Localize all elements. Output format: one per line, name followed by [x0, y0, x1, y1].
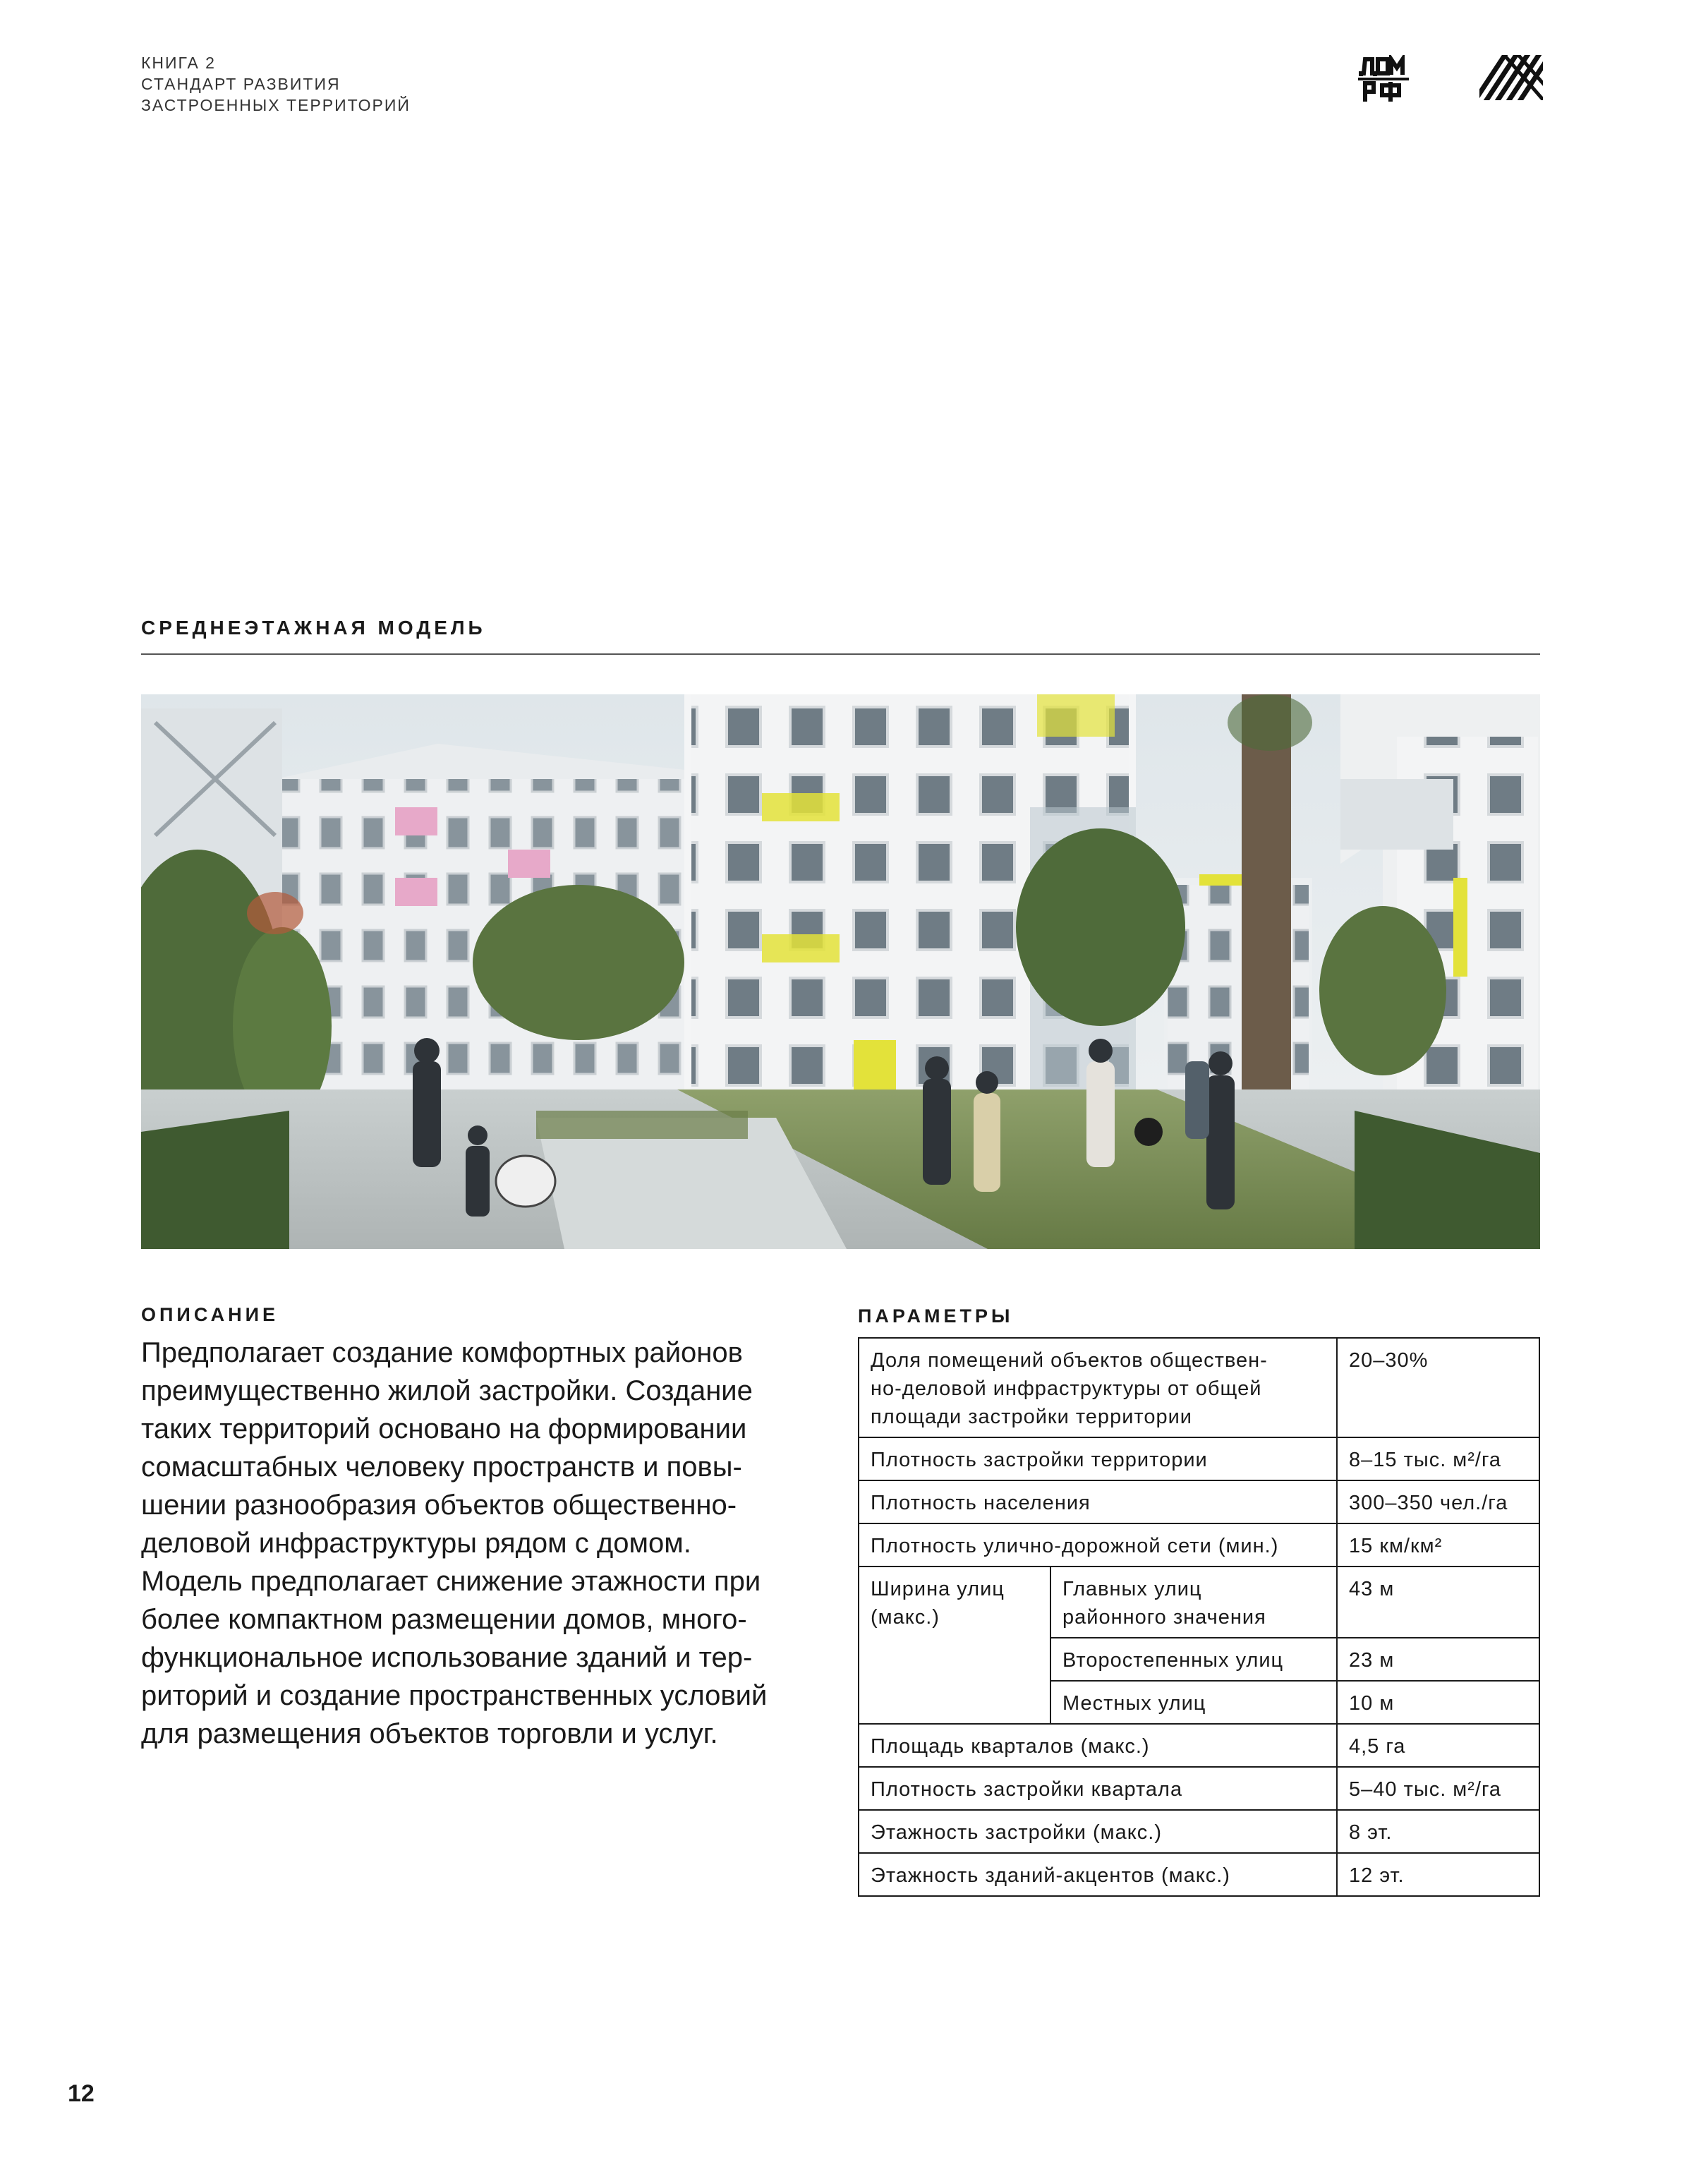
param-sublabel: Местных улиц: [1050, 1681, 1337, 1724]
dom-rf-logo: [1358, 55, 1409, 103]
street-width-label: Ширина улиц (макс.): [859, 1567, 1050, 1724]
param-label: Этажность зданий-акцентов (макс.): [859, 1853, 1337, 1896]
param-label: Плотность застройки квартала: [859, 1767, 1337, 1810]
table-row: [859, 1853, 1539, 1896]
description-heading: ОПИСАНИЕ: [141, 1304, 279, 1325]
param-value: 300–350 чел./га: [1337, 1480, 1539, 1523]
table-row: [859, 1523, 1539, 1567]
param-value: 43 м: [1337, 1567, 1539, 1638]
description-line: шении разнообразия объектов общественно-: [141, 1490, 737, 1521]
description-line: более компактном размещении домов, много-: [141, 1604, 747, 1635]
book-header: [141, 52, 411, 116]
parameters-heading: ПАРАМЕТРЫ: [858, 1305, 1014, 1327]
table-row: [859, 1767, 1539, 1810]
param-label: Этажность застройки (макс.): [859, 1810, 1337, 1853]
description-line: риторий и создание пространственных условий: [141, 1680, 768, 1711]
param-label: Площадь кварталов (макс.): [859, 1724, 1337, 1767]
param-label: Плотность населения: [859, 1480, 1337, 1523]
description-line: деловой инфраструктуры рядом с домом.: [141, 1528, 691, 1559]
param-sublabel: Главных улиц районного значения: [1050, 1567, 1337, 1638]
param-sublabel: Второстепенных улиц: [1050, 1638, 1337, 1681]
section-title: СРЕДНЕЭТАЖНАЯ МОДЕЛЬ: [141, 617, 486, 639]
table-row: [859, 1724, 1539, 1767]
table-row: [859, 1437, 1539, 1480]
param-value: 20–30%: [1337, 1338, 1539, 1437]
description-line: для размещения объектов торговли и услуг.: [141, 1718, 718, 1749]
description-line: Модель предполагает снижение этажности при: [141, 1566, 761, 1597]
district-rendering-image: [141, 694, 1540, 1249]
param-value: 15 км/км²: [1337, 1523, 1539, 1567]
param-value: 4,5 га: [1337, 1724, 1539, 1767]
table-row: [859, 1567, 1539, 1638]
param-value: 10 м: [1337, 1681, 1539, 1724]
param-value: 12 эт.: [1337, 1853, 1539, 1896]
header-line: КНИГА 2: [141, 54, 216, 72]
param-value: 5–40 тыс. м²/га: [1337, 1767, 1539, 1810]
diagonal-pattern-logo: [1479, 55, 1543, 100]
table-row: [859, 1810, 1539, 1853]
description-line: Предполагает создание комфортных районов: [141, 1337, 743, 1368]
header-line: ЗАСТРОЕННЫХ ТЕРРИТОРИЙ: [141, 96, 411, 114]
description-text: [141, 1334, 840, 1753]
header-line: СТАНДАРТ РАЗВИТИЯ: [141, 75, 341, 93]
section-divider: [141, 653, 1540, 655]
param-value: 23 м: [1337, 1638, 1539, 1681]
table-row: [859, 1480, 1539, 1523]
param-label: Плотность застройки территории: [859, 1437, 1337, 1480]
param-label: Плотность улично-дорожной сети (мин.): [859, 1523, 1337, 1567]
description-line: преимущественно жилой застройки. Создание: [141, 1375, 753, 1406]
param-label: Доля помещений объектов обществен- но-деловой инфраструктуры от общей площади застройки территории: [859, 1338, 1337, 1437]
parameters-table: [858, 1337, 1540, 1897]
param-value: 8 эт.: [1337, 1810, 1539, 1853]
page-number: 12: [68, 2080, 95, 2107]
param-value: 8–15 тыс. м²/га: [1337, 1437, 1539, 1480]
table-row: [859, 1338, 1539, 1437]
description-line: сомасштабных человеку пространств и повы-: [141, 1451, 742, 1483]
description-line: функциональное использование зданий и тер-: [141, 1642, 753, 1673]
description-line: таких территорий основано на формировании: [141, 1413, 747, 1444]
